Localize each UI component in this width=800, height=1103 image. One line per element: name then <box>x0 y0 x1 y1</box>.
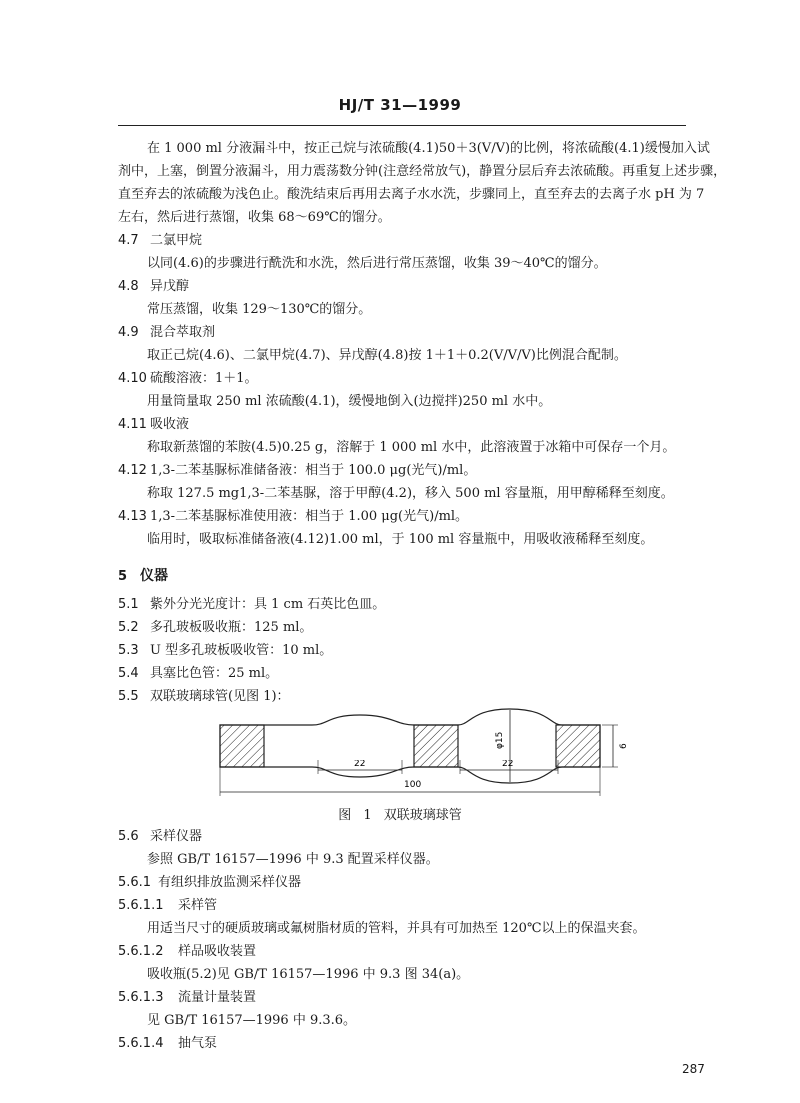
clause-body: 用量筒量取 250 ml 浓硫酸(4.1)，缓慢地倒入(边搅拌)250 ml 水中。 <box>147 394 552 409</box>
page-number: 287 <box>682 1062 705 1076</box>
clause-title: 二氯甲烷 <box>150 233 203 248</box>
clause-number: 5.6.1.1 <box>118 898 164 913</box>
clause-heading <box>118 279 189 295</box>
clause-number: 4.8 <box>118 279 139 294</box>
clause-heading <box>118 875 301 891</box>
clause-heading <box>118 1036 217 1052</box>
clause-number: 5.6.1 <box>118 875 152 890</box>
clause-title: 样品吸收装置 <box>178 944 257 959</box>
clause-heading <box>118 463 476 479</box>
clause-number: 4.11 <box>118 417 147 432</box>
instrument-item <box>118 689 290 705</box>
span-label: 22 <box>502 760 514 769</box>
figure-caption: 图 1 双联玻璃球管 <box>338 808 462 823</box>
clause-title: 采样管 <box>178 898 218 913</box>
clause-body: 取正己烷(4.6)、二氯甲烷(4.7)、异戊醇(4.8)按 1＋1＋0.2(V/V/V)比例混合配制。 <box>147 348 627 363</box>
clause-title: 采样仪器 <box>150 829 203 844</box>
clause-heading <box>118 325 215 341</box>
clause-body: 临用时，吸取标准储备液(4.12)1.00 ml，于 100 ml 容量瓶中，用吸收液稀释至刻度。 <box>147 532 654 547</box>
intro-line: 在 1 000 ml 分液漏斗中，按正己烷与浓硫酸(4.1)50＋3(V/V)的比例，将浓硫酸(4.1)缓慢加入试 <box>147 141 710 156</box>
clause-number: 5.2 <box>118 620 139 635</box>
instrument-item <box>118 643 332 659</box>
clause-body: 称取 127.5 mg1,3-二苯基脲，溶于甲醇(4.2)，移入 500 ml 容量瓶，用甲醇稀释至刻度。 <box>147 486 674 501</box>
span-label: 22 <box>354 760 366 769</box>
instrument-text: 具塞比色管：25 ml。 <box>150 666 279 681</box>
clause-title: 流量计量装置 <box>178 990 257 1005</box>
clause-body: 见 GB/T 16157—1996 中 9.3.6。 <box>147 1013 357 1028</box>
clause-heading <box>118 509 468 525</box>
clause-number: 5.6 <box>118 829 139 844</box>
header-rule <box>118 125 686 126</box>
clause-number: 5.6.1.2 <box>118 944 164 959</box>
clause-number: 4.12 <box>118 463 147 478</box>
clause-heading <box>118 233 202 249</box>
clause-number: 5.3 <box>118 643 139 658</box>
intro-line: 左右，然后进行蒸馏，收集 68～69℃的馏分。 <box>118 210 391 225</box>
instrument-item <box>118 666 278 682</box>
clause-number: 5.1 <box>118 597 139 612</box>
clause-title: 1,3-二苯基脲标准使用液：相当于 1.00 μg(光气)/ml。 <box>150 509 469 524</box>
clause-heading <box>118 371 258 387</box>
intro-line: 直至弃去的浓硫酸为浅色止。酸洗结束后再用去离子水水洗，步骤同上，直至弃去的去离子水 pH 为 7 <box>118 187 705 202</box>
clause-body: 以同(4.6)的步骤进行酰洗和水洗，然后进行常压蒸馏，收集 39～40℃的馏分。 <box>147 256 607 271</box>
instrument-text: 双联玻璃球管(见图 1)： <box>150 689 290 704</box>
clause-body: 吸收瓶(5.2)见 GB/T 16157—1996 中 9.3 图 34(a)。 <box>147 967 470 982</box>
intro-line: 剂中，上塞，倒置分液漏斗，用力震荡数分钟(注意经常放气)，静置分层后弃去浓硫酸。再重复上述步骤， <box>118 164 727 179</box>
instrument-text: 紫外分光光度计：具 1 cm 石英比色皿。 <box>150 597 386 612</box>
page-header: HJ/T 31—1999 <box>338 96 462 114</box>
clause-body: 用适当尺寸的硬质玻璃或氟树脂材质的管料，并具有可加热至 120℃以上的保温夹套。 <box>147 921 646 936</box>
clause-title: 有组织排放监测采样仪器 <box>158 875 302 890</box>
clause-number: 5.6.1.3 <box>118 990 164 1005</box>
diameter-label: φ15 <box>495 731 505 749</box>
clause-number: 5.5 <box>118 689 139 704</box>
total-length-label: 100 <box>404 780 422 790</box>
clause-body: 参照 GB/T 16157—1996 中 9.3 配置采样仪器。 <box>147 852 439 867</box>
instrument-text: 多孔玻板吸收瓶：125 ml。 <box>150 620 313 635</box>
clause-heading <box>118 829 202 845</box>
clause-title: 异戊醇 <box>150 279 190 294</box>
clause-title: 硫酸溶液：1＋1。 <box>150 371 258 386</box>
clause-title: 吸收液 <box>150 417 190 432</box>
section-title: 仪器 <box>140 568 168 584</box>
clause-number: 4.9 <box>118 325 139 340</box>
section-number: 5 <box>118 569 128 584</box>
figure-dimensions <box>210 760 630 800</box>
clause-heading <box>118 990 256 1006</box>
clause-title: 混合萃取剂 <box>150 325 216 340</box>
instrument-item <box>118 597 385 613</box>
clause-body: 称取新蒸馏的苯胺(4.5)0.25 g，溶解于 1 000 ml 水中，此溶液置于冰箱中可保存一个月。 <box>147 440 676 455</box>
instrument-text: U 型多孔玻板吸收管：10 ml。 <box>150 643 333 658</box>
clause-number: 4.7 <box>118 233 139 248</box>
clause-number: 5.6.1.4 <box>118 1036 164 1051</box>
clause-number: 4.10 <box>118 371 147 386</box>
clause-title: 1,3-二苯基脲标准储备液：相当于 100.0 μg(光气)/ml。 <box>150 463 477 478</box>
section-heading <box>118 568 168 585</box>
clause-heading <box>118 417 189 433</box>
instrument-item <box>118 620 312 636</box>
clause-number: 4.13 <box>118 509 147 524</box>
height-label: 6 <box>619 743 629 749</box>
clause-number: 5.4 <box>118 666 139 681</box>
clause-heading <box>118 898 217 914</box>
clause-title: 抽气泵 <box>178 1036 218 1051</box>
clause-heading <box>118 944 256 960</box>
clause-body: 常压蒸馏，收集 129～130℃的馏分。 <box>147 302 372 317</box>
